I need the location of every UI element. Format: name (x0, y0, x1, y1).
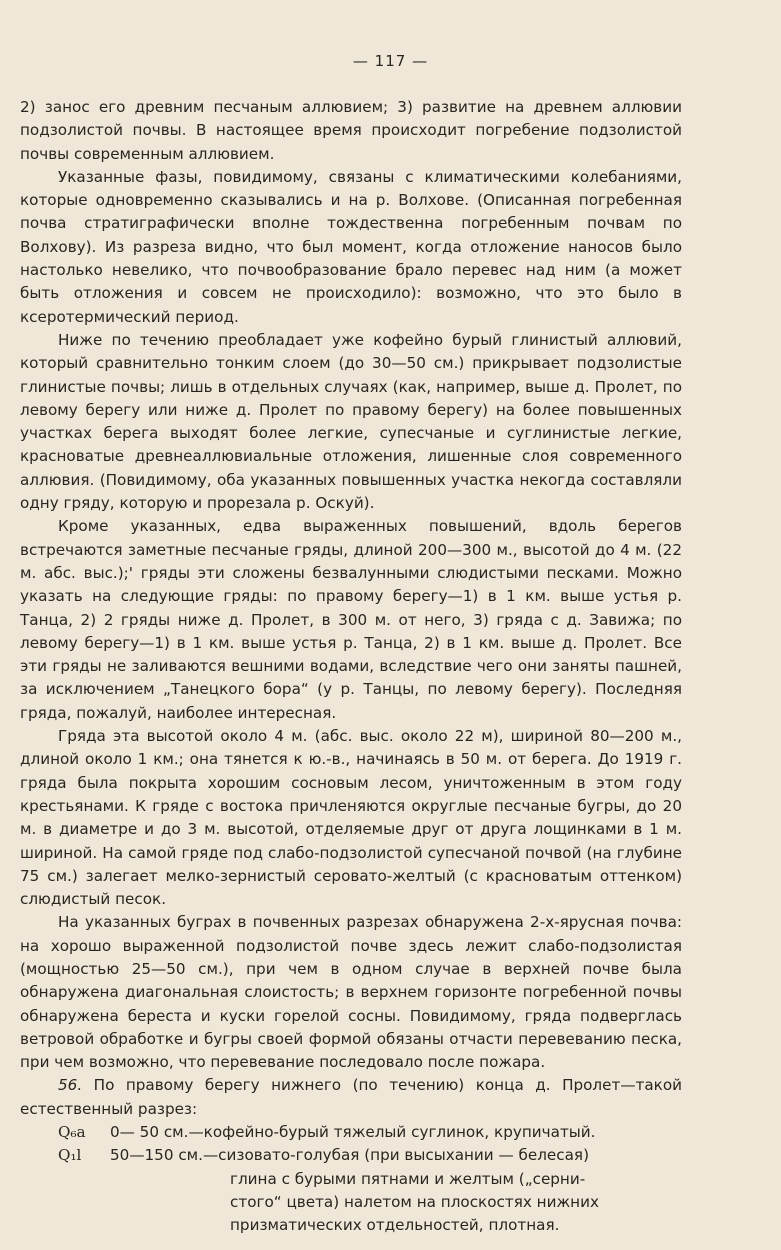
paragraph: Указанные фазы, повидимому, связаны с климатическими колебаниями, которые одновременно сказывались и на р. Волхове. (Описанная погребенная почва стратиграфически вполне тождественна погребенным почвам по Волхову). Из разреза видно, что был момент, когда отложение наносов было настолько невелико, что почвообразование брало перевес над ним (а может быть отложения и совсем не происходило): возможно, что это было в ксеротермический период. (20, 167, 682, 326)
section-number: 56. (58, 1076, 83, 1095)
strata-depth: 50—150 см.— (110, 1146, 219, 1165)
strata-index: Q₁l (58, 1146, 82, 1165)
paragraph: Гряда эта высотой около 4 м. (абс. выс. около 22 м), шириной 80—200 м., длиной около 1 км.; она тянется к ю.-в., начинаясь в 50 м. от берега. До 1919 г. гряда была покрыта хорошим сосновым лесом, уничтоженным в этом году крестьянами. К гряде с востока причленяются округлые песчаные бугры, до 20 м. в диаметре и до 3 м. высотой, отделяемые друг от друга лощинками в 1 м. шириной. На самой гряде под слабо-подзолистой супесчаной почвой (на глубине 75 см.) залегает мелко-зернистый серовато-желтый (с красноватым оттенком) слюдистый песок. (20, 727, 682, 909)
strata-line: призматических отдельностей, плотная. (230, 1216, 560, 1235)
section-paragraph (20, 1074, 682, 1121)
strata-description: сизовато-голубая (при высыхании — белесая) (218, 1146, 589, 1165)
strata-description: кофейно-бурый тяжелый суглинок, крупичатый. (203, 1123, 596, 1142)
strata-continuation (20, 1168, 682, 1238)
strata-line: стого“ цвета) налетом на плоскостях нижних (230, 1192, 599, 1211)
page-number: — 117 — (352, 52, 429, 70)
strata-row (20, 1121, 682, 1144)
paragraph: Кроме указанных, едва выраженных повышений, вдоль берегов встречаются заметные песчаные гряды, длиной 200—300 м., высотой до 4 м. (22 м. абс. выс.);' гряды эти сложены безвалунными слюдистыми песками. Можно указать на следующие гряды: по правому берегу—1) в 1 км. выше устья р. Танца, 2) 2 гряды ниже д. Пролет, в 300 м. от него, 3) гряда с д. Завижа; по левому берегу—1) в 1 км. выше устья р. Танца, 2) в 1 км. выше д. Пролет. Все эти гряды не заливаются вешними водами, вследствие чего они заняты пашней, за исключением „Танецкого бора“ (у р. Танцы, по левому берегу). Последняя гряда, пожалуй, наиболее интересная. (20, 517, 682, 722)
body-text (20, 96, 682, 1238)
stratigraphy-table (20, 1121, 682, 1237)
strata-depth: 0— 50 см.— (110, 1123, 204, 1142)
section-text: По правому берегу нижнего (по течению) конца д. Пролет—такой естественный разрез: (20, 1076, 682, 1118)
paragraph: На указанных буграх в почвенных разрезах обнаружена 2-х-ярусная почва: на хорошо выраженной подзолистой почве здесь лежит слабо-подзолистая (мощностью 25—50 см.), при чем в одном случае в верхней почве была обнаружена диагональная слоистость; в верхнем горизонте погребенной почвы обнаружена береста и куски горелой сосны. Повидимому, гряда подверглась ветровой обработке и бугры своей формой обязаны отчасти перевеванию песка, при чем возможно, что перевевание последовало после пожара. (20, 913, 682, 1072)
paragraph: 2) занос его древним песчаным аллювием; 3) развитие на древнем аллювии подзолистой почвы. В настоящее время происходит погребение подзолистой почвы современным аллювием. (20, 98, 682, 163)
paragraph: Ниже по течению преобладает уже кофейно бурый глинистый аллювий, который сравнительно тонким слоем (до 30—50 см.) прикрывает подзолистые глинистые почвы; лишь в отдельных случаях (как, например, выше д. Пролет, по левому берегу или ниже д. Пролет по правому берегу) на более повышенных участках берега выходят более легкие, супесчаные и суглинистые легкие, красноватые древнеаллювиальные отложения, лишенные слоя современного аллювия. (Повидимому, оба указанных повышенных участка некогда составляли одну гряду, которую и прорезала р. Оскуй). (20, 330, 682, 513)
strata-line: глина с бурыми пятнами и желтым („серни- (230, 1169, 586, 1188)
strata-index: Q₆a (58, 1123, 86, 1142)
strata-row (20, 1144, 682, 1167)
